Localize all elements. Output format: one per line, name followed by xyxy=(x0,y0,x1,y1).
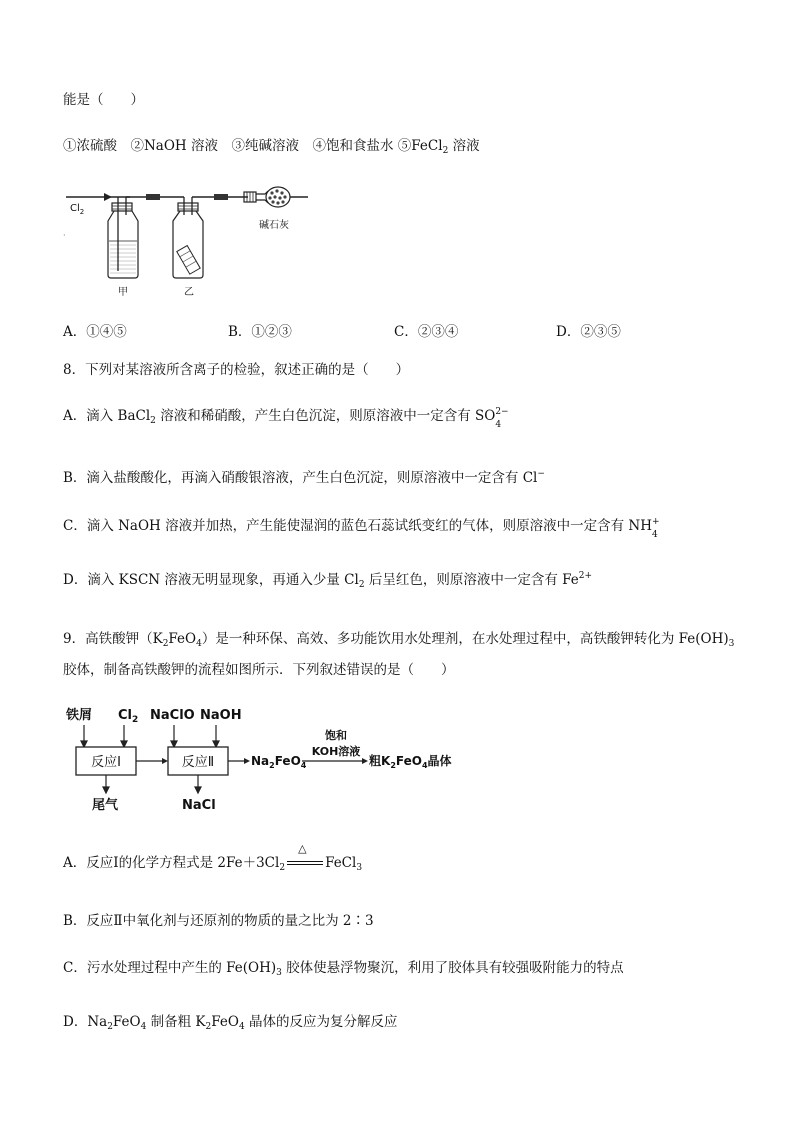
q9-option-b[interactable]: B．反应Ⅱ中氧化剂与还原剂的物质的量之比为 2∶3 xyxy=(63,913,374,929)
q9-stem-line2: 胶体，制备高铁酸钾的流程如图所示．下列叙述错误的是（ ） xyxy=(63,662,455,678)
output-tail-gas: 尾气 xyxy=(92,798,119,813)
input-chlorine: $Cl_2$ xyxy=(118,708,139,725)
q8-option-b[interactable]: B．滴入盐酸酸化，再滴入硝酸银溶液，产生白色沉淀，则原溶液中一定含有 Cl− xyxy=(63,469,545,486)
input-naoh: NaOH xyxy=(200,708,242,723)
colored-paper-strip xyxy=(177,246,200,275)
q8-option-c[interactable]: C．滴入 NaOH 溶液并加热，产生能使湿润的蓝色石蕊试纸变红的气体，则原溶液中一定含有 NH + 4 xyxy=(63,517,660,540)
q8-option-a[interactable]: A．滴入 BaCl$_2$ 溶液和稀硝酸，产生白色沉淀，则原溶液中一定含有 SO 2− 4 xyxy=(63,407,509,430)
reaction-2-label: 反应Ⅱ xyxy=(181,755,215,770)
q9-option-a[interactable]: A．反应Ⅰ的化学方程式是 $2Fe+3Cl_2$ △ FeCl$_3$ xyxy=(63,842,363,873)
svg-text:·: · xyxy=(63,231,66,240)
q7-option-a[interactable]: A．①④⑤ xyxy=(63,324,127,340)
q7-stem-tail: 能是（ ） xyxy=(63,92,144,108)
bottle-yi-label: 乙 xyxy=(184,287,194,298)
intermediate-na2feo4: $Na_2FeO_4$ xyxy=(251,754,307,770)
q7-option-d[interactable]: D．②③⑤ xyxy=(556,324,621,340)
gas-washing-apparatus-figure xyxy=(60,183,320,301)
condition-koh-solution: KOH溶液 xyxy=(311,745,361,758)
q7-option-c[interactable]: C．②③④ xyxy=(394,324,459,340)
q9-option-d[interactable]: D．$Na_2FeO_4$ 制备粗 $K_2FeO_4$ 晶体的反应为复分解反应 xyxy=(63,1014,398,1032)
input-iron-scraps: 铁屑 xyxy=(66,708,93,723)
input-naclo: NaClO xyxy=(150,708,195,723)
crude-k2feo4-crystal: 粗$K_2FeO_4$晶体 xyxy=(369,754,452,770)
q8-option-d[interactable]: D．滴入 KSCN 溶液无明显现象，再通入少量 $Cl_2$ 后呈红色，则原溶液中一定含有 $Fe^{2+}$ xyxy=(63,571,593,590)
q8-stem: 8．下列对某溶液所含离子的检验，叙述正确的是（ ） xyxy=(63,362,410,378)
gas-label: $Cl_2$ xyxy=(70,203,85,216)
q9-option-c[interactable]: C．污水处理过程中产生的 $Fe(OH)_3$ 胶体使悬浮物聚沉，利用了胶体具有较强吸附能力的特点 xyxy=(63,960,624,978)
bottle-yi xyxy=(173,197,203,278)
q9-stem-line1: 9．高铁酸钾$(K_2FeO_4)$是一种环保、高效、多功能饮用水处理剂，在水处理过程中，高铁酸钾转化为 $Fe(OH)_3$ xyxy=(63,631,735,649)
drying-tube xyxy=(256,187,308,207)
bottle-jia-label: 甲 xyxy=(118,287,128,298)
bottle-jia xyxy=(108,197,138,278)
condition-saturated: 饱和 xyxy=(325,729,347,742)
reaction-1-label: 反应Ⅰ xyxy=(91,755,121,770)
soda-lime-label: 碱石灰 xyxy=(259,220,289,231)
preparation-flow-chart xyxy=(62,703,462,815)
q7-option-b[interactable]: B．①②③ xyxy=(228,324,292,340)
heating-condition-arrow: △ xyxy=(285,853,325,873)
output-nacl: NaCl xyxy=(182,798,216,813)
q7-reagent-list: ①浓硫酸 ②NaOH 溶液 ③纯碱溶液 ④饱和食盐水 ⑤FeCl$_2$ 溶液 xyxy=(63,138,480,156)
rubber-connector xyxy=(146,194,160,200)
gas-flow-arrow-icon xyxy=(104,193,112,201)
